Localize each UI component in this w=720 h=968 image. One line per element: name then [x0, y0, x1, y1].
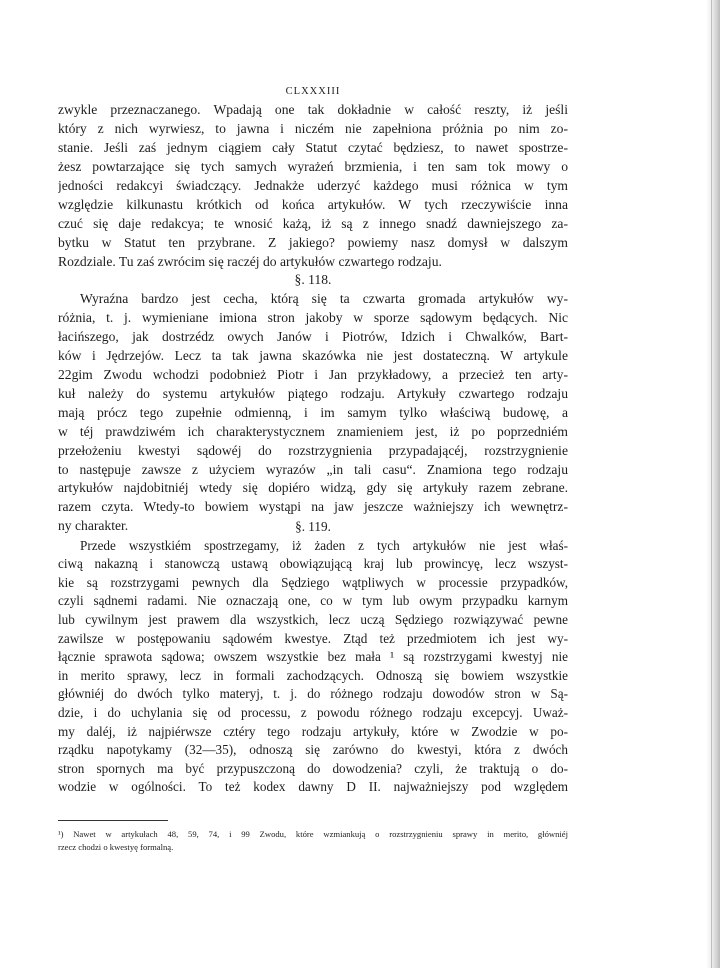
text-line: kie są rozstrzygami pewnych dla Sędziego wątpliwych w processie przypadków, — [58, 574, 568, 590]
text-line: różnia, t. j. wymieniane imiona stron jakoby w sporze sądowym będących. Nic — [58, 309, 568, 325]
text-line: dzie, i do uchylania się od processu, z powodu różnego rodzaju excepcyj. Uważ- — [58, 704, 568, 720]
section-118 — [58, 271, 568, 536]
text-line: główniéj do dwóch tylko materyj, t. j. do różnego rodzaju dowodów stron w Są- — [58, 686, 568, 702]
text-line: bytku w Statut ten przybrane. Z jakiego? powiemy nasz domysł w dalszym — [58, 234, 568, 250]
text-line: czuć się daje redakcya; te wnosić każą, iż są z innego snadź dawniejszego za- — [58, 215, 568, 231]
text-line: mają prócz tego zupełnie odmienną, i im samym tylko właściwą budowę, a — [58, 404, 568, 420]
footnote — [58, 828, 568, 854]
text-line: stron spornych ma być przypuszczoną do dowodzenia? czyli, że traktują o do- — [58, 760, 568, 776]
text-line: ny charakter. — [58, 518, 129, 534]
footnote-line: ¹) Nawet w artykułach 48, 59, 74, i 99 Zwodu, które wzmiankują o rozstrzygnieniu sprawy in merito, główniéj — [58, 829, 568, 839]
text-line: wodzie w ogólności. To też kodex dawny D II. najważniejszy pod względem — [58, 779, 568, 795]
text-block-intro — [58, 101, 568, 272]
text-line: stanie. Jeśli zaś jednym ciągiem cały Statut czytać będziesz, to nawet spostrze- — [58, 139, 568, 155]
text-line: Przede wszystkiém spostrzegamy, iż żaden z tych artykułów nie jest właś- — [80, 537, 568, 553]
text-line: który z nich wyrwiesz, to jawna i niczém nie zapełniona próżnia po nim zo- — [58, 120, 568, 136]
text-line: 22gim Zwodu wchodzi podobnież Piotr i Jan przykładowy, a przecież ten arty- — [58, 366, 568, 382]
text-line: żesz powtarzające się tych samych wyrażeń brzmienia, i ten sam tok mowy o — [58, 158, 568, 174]
section-119 — [58, 518, 568, 797]
text-line: przełożeniu kwestyi sądowéj do rozstrzygnienia przypadającéj, rozstrzygnienie — [58, 442, 568, 458]
text-line: to następuje zawsze z użyciem wyrazów „in tali casu“. Znamiona tego rodzaju — [58, 461, 568, 477]
text-line: ków i Jędrzejów. Lecz ta tak jawna skazówka nie jest dostateczną. W artykule — [58, 347, 568, 363]
footnote-divider — [58, 820, 168, 821]
text-line: łacińszego, jak dostrzédz owych Janów i Piotrów, Idzich i Chwalków, Bart- — [58, 328, 568, 344]
text-line: łącznie sprawota sądowa; owszem wszystkie bez mała ¹ są rozstrzygami kwestyj nie — [58, 649, 568, 665]
text-line: Rozdziale. Tu zaś zwrócim się raczéj do artykułów czwartego rodzaju. — [58, 253, 442, 269]
text-line: zwykle przeznaczanego. Wpadają one tak dokładnie w całość reszty, iż jeśli — [58, 102, 568, 117]
text-line: lub cywilnym jest prawem dla wszystkich, lecz uczą Sędziego rozwiązywać pewne — [58, 611, 568, 627]
section-heading: §. 119. — [295, 519, 331, 534]
text-line: in merito sprawy, lecz in formali zachodzących. Odnoszą się bowiem wszystkie — [58, 667, 568, 683]
text-line: czyli sądnemi radami. Nie oznaczają one, co w tym lub owym przypadku karnym — [58, 593, 568, 609]
text-line: względzie kilkunastu krótkich od końca artykułów. W tych rzeczywiście inna — [58, 196, 568, 212]
text-line: w téj prawdziwém ich charakterystycznem znamieniem jest, iż po poprzedniém — [58, 423, 568, 439]
section-heading: §. 118. — [294, 272, 332, 287]
page-edge-shadow — [706, 0, 720, 968]
text-line: my daléj, iż najpiérwsze cztéry tego rodzaju artykuły, które w Zwodzie w po- — [58, 723, 568, 739]
text-line: kuł należy do systemu artykułów piątego rodzaju. Artykuły czwartego rodzaju — [58, 385, 568, 401]
text-line: zawilsze w postępowaniu sądowém kwestye. Ztąd też przedmiotem ich jest wy- — [58, 630, 568, 646]
text-line: ciwą nakazną i stanowczą ustawą obowiązującą kraj lub prowincyę, lecz wszyst- — [58, 556, 568, 572]
footnote-line: rzecz chodzi o kwestyę formalną. — [58, 842, 174, 852]
text-line: Wyraźna bardzo jest cecha, którą się ta czwarta gromada artykułów wy- — [80, 290, 568, 306]
text-line: artykułów najdobitniéj wtedy się dopiéro widzą, gdy się artykuły razem zebrane. — [58, 480, 568, 496]
text-line: jedności redakcyi świadczący. Jednakże uderzyć każdego musi różnica w tym — [58, 177, 568, 193]
text-line: razem czyta. Wtedy-to bowiem wystąpi na jaw jeszcze ważniejszy ich wewnętrz- — [58, 499, 568, 515]
text-line: rządku napotykamy (32—35), odnoszą się zarówno do kwestyi, która z dwóch — [58, 742, 568, 758]
page-number-header: CLXXXIII — [285, 86, 341, 97]
